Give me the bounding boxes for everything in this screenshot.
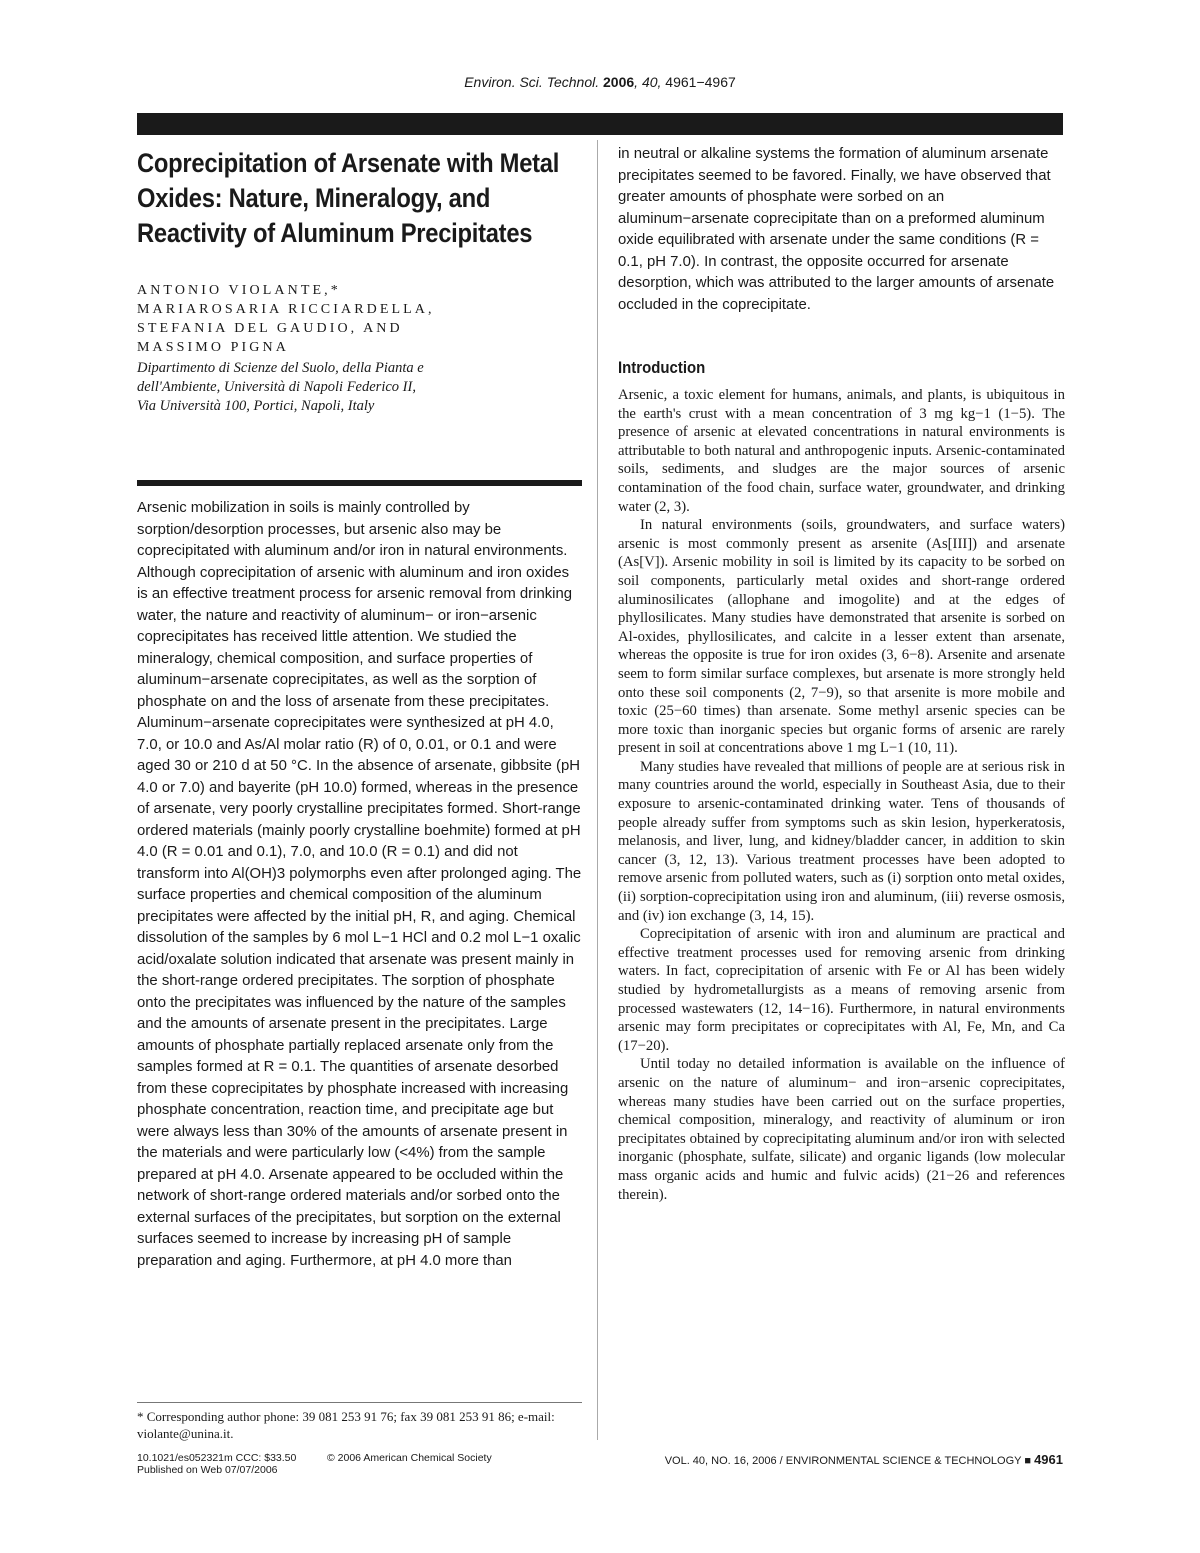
left-column — [137, 140, 582, 1441]
journal-volume: 40 — [641, 74, 658, 90]
journal-name: Environ. Sci. Technol. — [464, 74, 600, 90]
journal-year: 2006 — [603, 74, 635, 90]
article-title: Coprecipitation of Arsenate with Metal Oxides: Nature, Mineralogy, and Reactivity of Aluminum Precipitates — [137, 148, 560, 248]
corresponding-author-footnote: * Corresponding author phone: 39 081 253 91 76; fax 39 081 253 91 86; e-mail: violante@unina.it. — [137, 1409, 555, 1441]
paragraph: In natural environments (soils, groundwaters, and surface waters) arsenic is most commonly present as arsenite (As[III]) and arsenate (As[V]). Arsenic mobility in soil is limited by its capacity to be sorbed on soil components, particularly metal oxides and short-range ordered aluminosilicates (allophane and imogolite) and at the edges of phyllosilicates. Many studies have demonstrated that arsenite is sorbed on Al-oxides, phyllosilicates, and calcite in a lesser extent than arsenate, whereas the opposite is true for iron oxides (3, 6−8). Arsenite and arsenate seem to form similar surface complexes, but arsenate is more strongly held onto these soil components (2, 7−9), so that arsenite is more mobile and toxic (25−60 times) than arsenate. Some methyl arsenic species can be more toxic than inorganic species but organic forms of arsenic are rarely present in soil at concentrations above 1 mg L−1 (10, 11). — [618, 517, 1065, 757]
column-divider — [597, 140, 598, 1440]
footer-right — [665, 1452, 1063, 1467]
right-column — [618, 140, 1065, 1204]
author: ANTONIO VIOLANTE,* — [137, 283, 341, 298]
abstract-continued: in neutral or alkaline systems the formation of aluminum arsenate precipitates seemed to be favored. Finally, we have observed that greater amounts of phosphate were sorbed on an aluminum−arsenate coprecipitate than on a preformed aluminum oxide equilibrated with arsenate under the same conditions (R = 0.1, pH 7.0). In contrast, the opposite occurred for arsenate desorption, which was attributed to the larger amounts of arsenate occluded in the coprecipitate. — [618, 146, 1055, 313]
affiliation-line: Dipartimento di Scienze del Suolo, della Pianta e — [137, 360, 424, 376]
author-list — [137, 281, 582, 357]
journal-citation: Environ. Sci. Technol. 2006, 40, 4961−4967 — [464, 74, 736, 90]
introduction-body — [618, 386, 1065, 1204]
paragraph: Arsenic, a toxic element for humans, animals, and plants, is ubiquitous in the earth's crust with a mean concentration of 3 mg kg−1 (1−5). The presence of arsenic at elevated concentrations in natural environments is attributable to both natural and anthropogenic inputs. Arsenic-contaminated soils, sediments, and sludges are the major sources of arsenic contamination of the food chain, surface water, groundwater, and drinking water (2, 3). — [618, 387, 1065, 515]
paragraph: Many studies have revealed that millions of people are at serious risk in many countries around the world, especially in Southeast Asia, due to their exposure to arsenic-contaminated drinking water. Tens of thousands of people already suffer from symptoms such as skin lesion, hyperkeratosis, melanosis, and liver, lung, and kidney/bladder cancer, in addition to skin cancer (3, 12, 13). Various treatment processes have been adopted to remove arsenic from polluted waters, such as (i) sorption onto metal oxides, (ii) sorption-coprecipitation using iron and aluminum, (iii) reverse osmosis, and (iv) ion exchange (3, 14, 15). — [618, 758, 1065, 924]
published-date: Published on Web 07/07/2006 — [137, 1464, 278, 1476]
paragraph: Until today no detailed information is available on the influence of arsenic on the nature of aluminum− and iron−arsenic coprecipitates, whereas many studies have been carried out on the surface properties, chemical composition, mineralogy, and reactivity of aluminum or iron precipitates obtained by coprecipitating aluminum and/or iron with selected inorganic (phosphate, sulfate, silicate) and organic ligands (low molecular mass organic acids and humic and fulvic acids) (21−26 and references therein). — [618, 1056, 1065, 1203]
section-heading-introduction: Introduction — [618, 358, 706, 377]
doi-price: 10.1021/es052321m CCC: $33.50 — [137, 1452, 297, 1464]
affiliation — [137, 359, 582, 416]
affiliation-line: Via Università 100, Portici, Napoli, Italy — [137, 398, 375, 414]
affiliation-line: dell'Ambiente, Università di Napoli Federico II, — [137, 379, 416, 395]
bullet-icon: ■ — [1024, 1455, 1032, 1467]
author: MARIAROSARIA RICCIARDELLA, — [137, 302, 435, 317]
author: MASSIMO PIGNA — [137, 340, 289, 355]
journal-info: VOL. 40, NO. 16, 2006 / ENVIRONMENTAL SCIENCE & TECHNOLOGY — [664, 1455, 1022, 1467]
footnote-rule — [137, 1402, 582, 1403]
author: STEFANIA DEL GAUDIO, AND — [137, 321, 403, 336]
header-bar — [137, 113, 1063, 135]
page-number: 4961 — [1034, 1452, 1063, 1467]
copyright: © 2006 American Chemical Society — [327, 1452, 492, 1464]
footer-left — [137, 1452, 492, 1476]
journal-pages: 4961−4967 — [665, 74, 736, 90]
paragraph: Coprecipitation of arsenic with iron and aluminum are practical and effective treatment processes used for removing arsenic from drinking waters. In fact, coprecipitation of arsenic with Fe or Al has been widely studied by hydrometallurgists as a means of removing arsenic from processed wastewaters (12, 14−16). Furthermore, in natural environments arsenic may form precipitates or coprecipitates with Al, Fe, Mn, and Ca (17−20). — [618, 926, 1065, 1054]
abstract-rule — [137, 480, 582, 486]
abstract-text: Arsenic mobilization in soils is mainly controlled by sorption/desorption processes, but arsenic also may be coprecipitated with aluminum and/or iron in natural environments. Although coprecipitation of arsenic with aluminum and iron oxides is an effective treatment process for arsenic removal from drinking water, the nature and reactivity of aluminum− or iron−arsenic coprecipitates has received little attention. We studied the mineralogy, chemical composition, and surface properties of aluminum−arsenate coprecipitates, as well as the sorption of phosphate on and the loss of arsenate from these precipitates. Aluminum−arsenate coprecipitates were synthesized at pH 4.0, 7.0, or 10.0 and As/Al molar ratio (R) of 0, 0.01, or 0.1 and were aged 30 or 210 d at 50 °C. In the absence of arsenate, gibbsite (pH 4.0 or 7.0) and bayerite (pH 10.0) formed, whereas in the presence of arsenate, very poorly crystalline precipitates formed. Short-range ordered materials (mainly poorly crystalline boehmite) formed at pH 4.0 (R = 0.01 and 0.1), 7.0, and 10.0 (R = 0.1) and did not transform into Al(OH)3 polymorphs even after prolonged aging. The surface properties and chemical composition of the aluminum precipitates were affected by the initial pH, R, and aging. Chemical dissolution of the samples by 6 mol L−1 HCl and 0.2 mol L−1 oxalic acid/oxalate solution indicated that arsenate was present mainly in the short-range ordered precipitates. The sorption of phosphate onto the precipitates was influenced by the nature of the samples and the amounts of arsenate present in the precipitates. Large amounts of phosphate partially replaced arsenate only from the samples formed at R = 0.1. The quantities of arsenate desorbed from these coprecipitates by phosphate increased with increasing phosphate concentration, reaction time, and precipitate age but were always less than 30% of the amounts of arsenate present in the materials and were particularly low (<4%) from the sample prepared at pH 4.0. Arsenate appeared to be occluded within the network of short-range ordered materials and/or sorbed onto the external surfaces of the precipitates, but sorption on the external surfaces seemed to increase by increasing pH of sample preparation and aging. Furthermore, at pH 4.0 more than — [137, 500, 582, 1269]
